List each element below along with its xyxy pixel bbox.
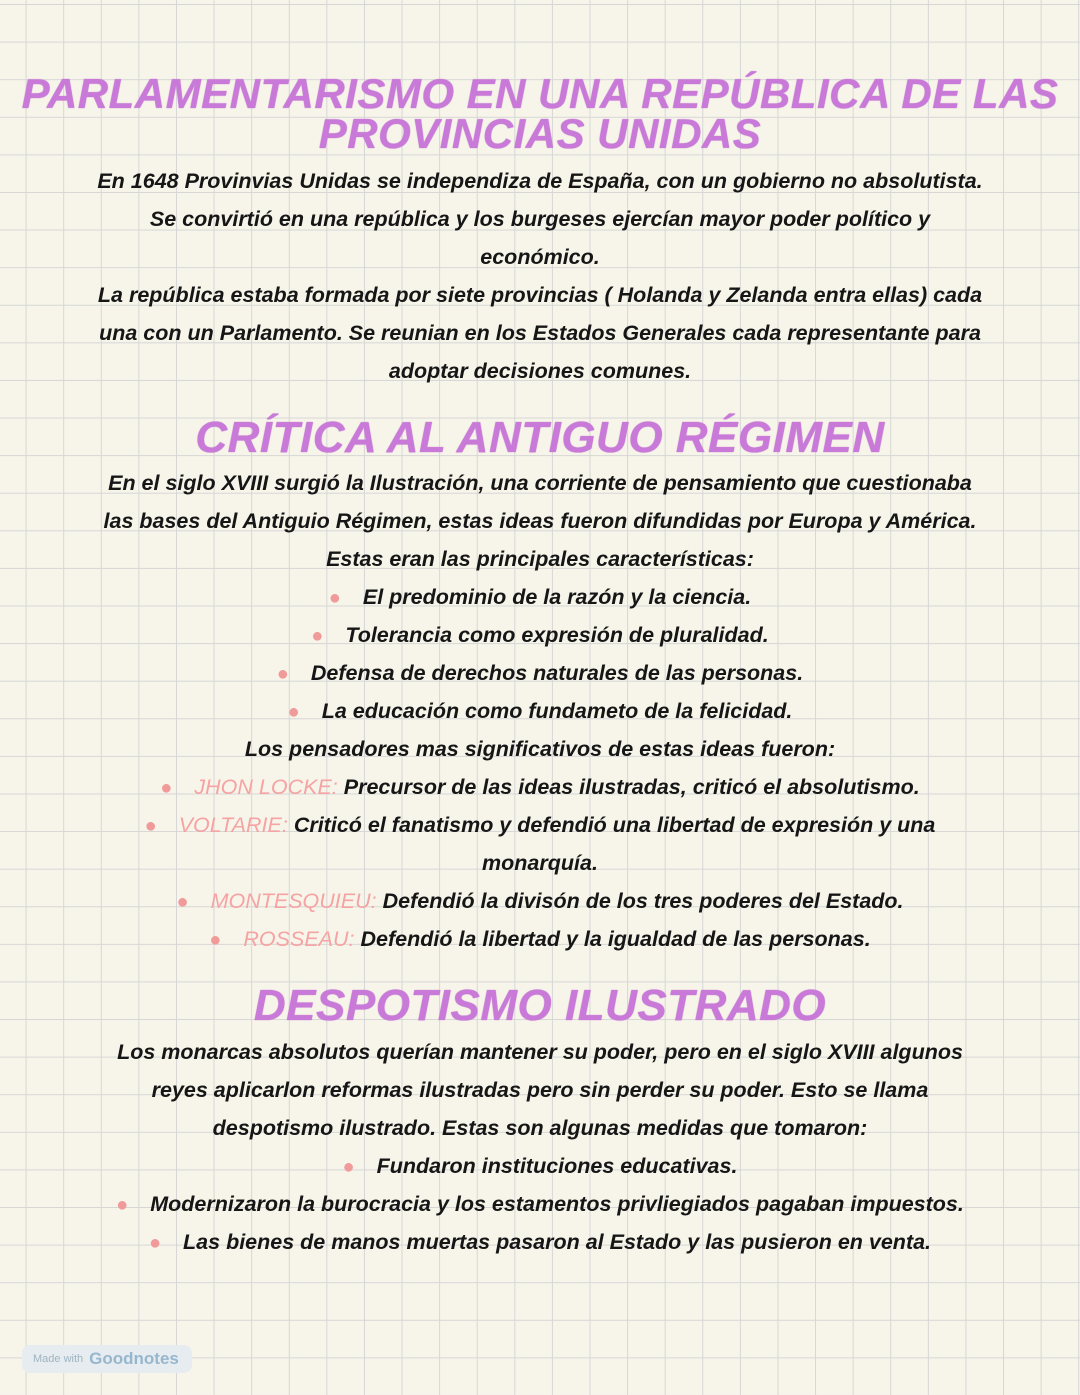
bullet-icon: ● [116, 1194, 129, 1216]
list-item: ● Modernizaron la burocracia y los estamentos privliegiados pagaban impuestos. [116, 1192, 964, 1216]
bullet-icon: ● [144, 815, 157, 837]
thinker-item: ● MONTESQUIEU: Defendió la divisón de los tres poderes del Estado. [176, 889, 904, 913]
thinker-name: JHON LOCKE: [194, 775, 338, 799]
text-line: las bases del Antiguio Régimen, estas ideas fueron difundidas por Europa y América. [103, 509, 977, 533]
text-line: adoptar decisiones comunes. [388, 359, 692, 383]
section-body-despotismo [40, 1033, 1040, 1261]
text-line: En 1648 Provinvias Unidas se independiza de España, con un gobierno no absolutista. [97, 169, 983, 193]
thinker-item: ● VOLTARIE: Criticó el fanatismo y defendió una libertad de expresión y una [144, 813, 936, 837]
list-item: ● Tolerancia como expresión de pluralidad. [311, 623, 769, 647]
section-title-parlamentarismo: PARLAMENTARISMO EN UNA REPÚBLICA DE LAS PROVINCIAS UNIDAS [21, 70, 1059, 157]
list-item: ● Fundaron instituciones educativas. [342, 1154, 738, 1178]
text-line: Se convirtió en una república y los burgeses ejercían mayor poder político y [149, 207, 931, 231]
list-item: ● Las bienes de manos muertas pasaron al Estado y las pusieron en venta. [148, 1230, 932, 1254]
list-item: ● Defensa de derechos naturales de las personas. [276, 661, 804, 685]
bullet-icon: ● [176, 891, 189, 913]
text-line: económico. [480, 245, 600, 269]
text-line: En el siglo XVIII surgió la Ilustración, una corriente de pensamiento que cuestionaba [108, 471, 972, 495]
bullet-icon: ● [342, 1156, 355, 1178]
text-line: despotismo ilustrado. Estas son algunas medidas que tomaron: [212, 1116, 868, 1140]
goodnotes-badge [22, 1345, 192, 1373]
bullet-icon: ● [209, 929, 222, 951]
section-body-critica [40, 464, 1040, 958]
bullet-icon: ● [287, 701, 300, 723]
text-line: una con un Parlamento. Se reunian en los Estados Generales cada representante para [99, 321, 981, 345]
section-title-despotismo: DESPOTISMO ILUSTRADO [253, 981, 827, 1030]
made-with-label: Made with [33, 1353, 84, 1365]
thinker-name: VOLTARIE: [178, 813, 288, 837]
text-line: reyes aplicarlon reformas ilustradas pero sin perder su poder. Esto se llama [151, 1078, 929, 1102]
goodnotes-logo: Goodnotes [89, 1349, 179, 1368]
thinker-item: ● JHON LOCKE: Precursor de las ideas ilustradas, criticó el absolutismo. [160, 775, 920, 799]
section-title-critica: CRÍTICA AL ANTIGUO RÉGIMEN [195, 413, 885, 462]
bullet-icon: ● [328, 587, 341, 609]
thinker-name: MONTESQUIEU: [210, 889, 377, 913]
bullet-icon: ● [160, 777, 173, 799]
section-body-parlamentarismo [40, 162, 1040, 390]
thinker-item-continued: monarquía. [482, 851, 598, 875]
thinker-name: ROSSEAU: [243, 927, 355, 951]
text-line: La república estaba formada por siete provincias ( Holanda y Zelanda entra ellas) cada [97, 283, 983, 307]
text-line: Estas eran las principales características: [326, 547, 754, 571]
thinker-item: ● ROSSEAU: Defendió la libertad y la igualdad de las personas. [209, 927, 871, 951]
bullet-icon: ● [311, 625, 324, 647]
bullet-icon: ● [148, 1232, 162, 1254]
list-item: ● El predominio de la razón y la ciencia. [328, 585, 752, 609]
bullet-icon: ● [276, 663, 289, 685]
text-line: Los monarcas absolutos querían mantener su poder, pero en el siglo XVIII algunos [117, 1040, 963, 1064]
list-item: ● La educación como fundameto de la felicidad. [287, 699, 793, 723]
thinkers-intro: Los pensadores mas significativos de estas ideas fueron: [244, 737, 836, 761]
